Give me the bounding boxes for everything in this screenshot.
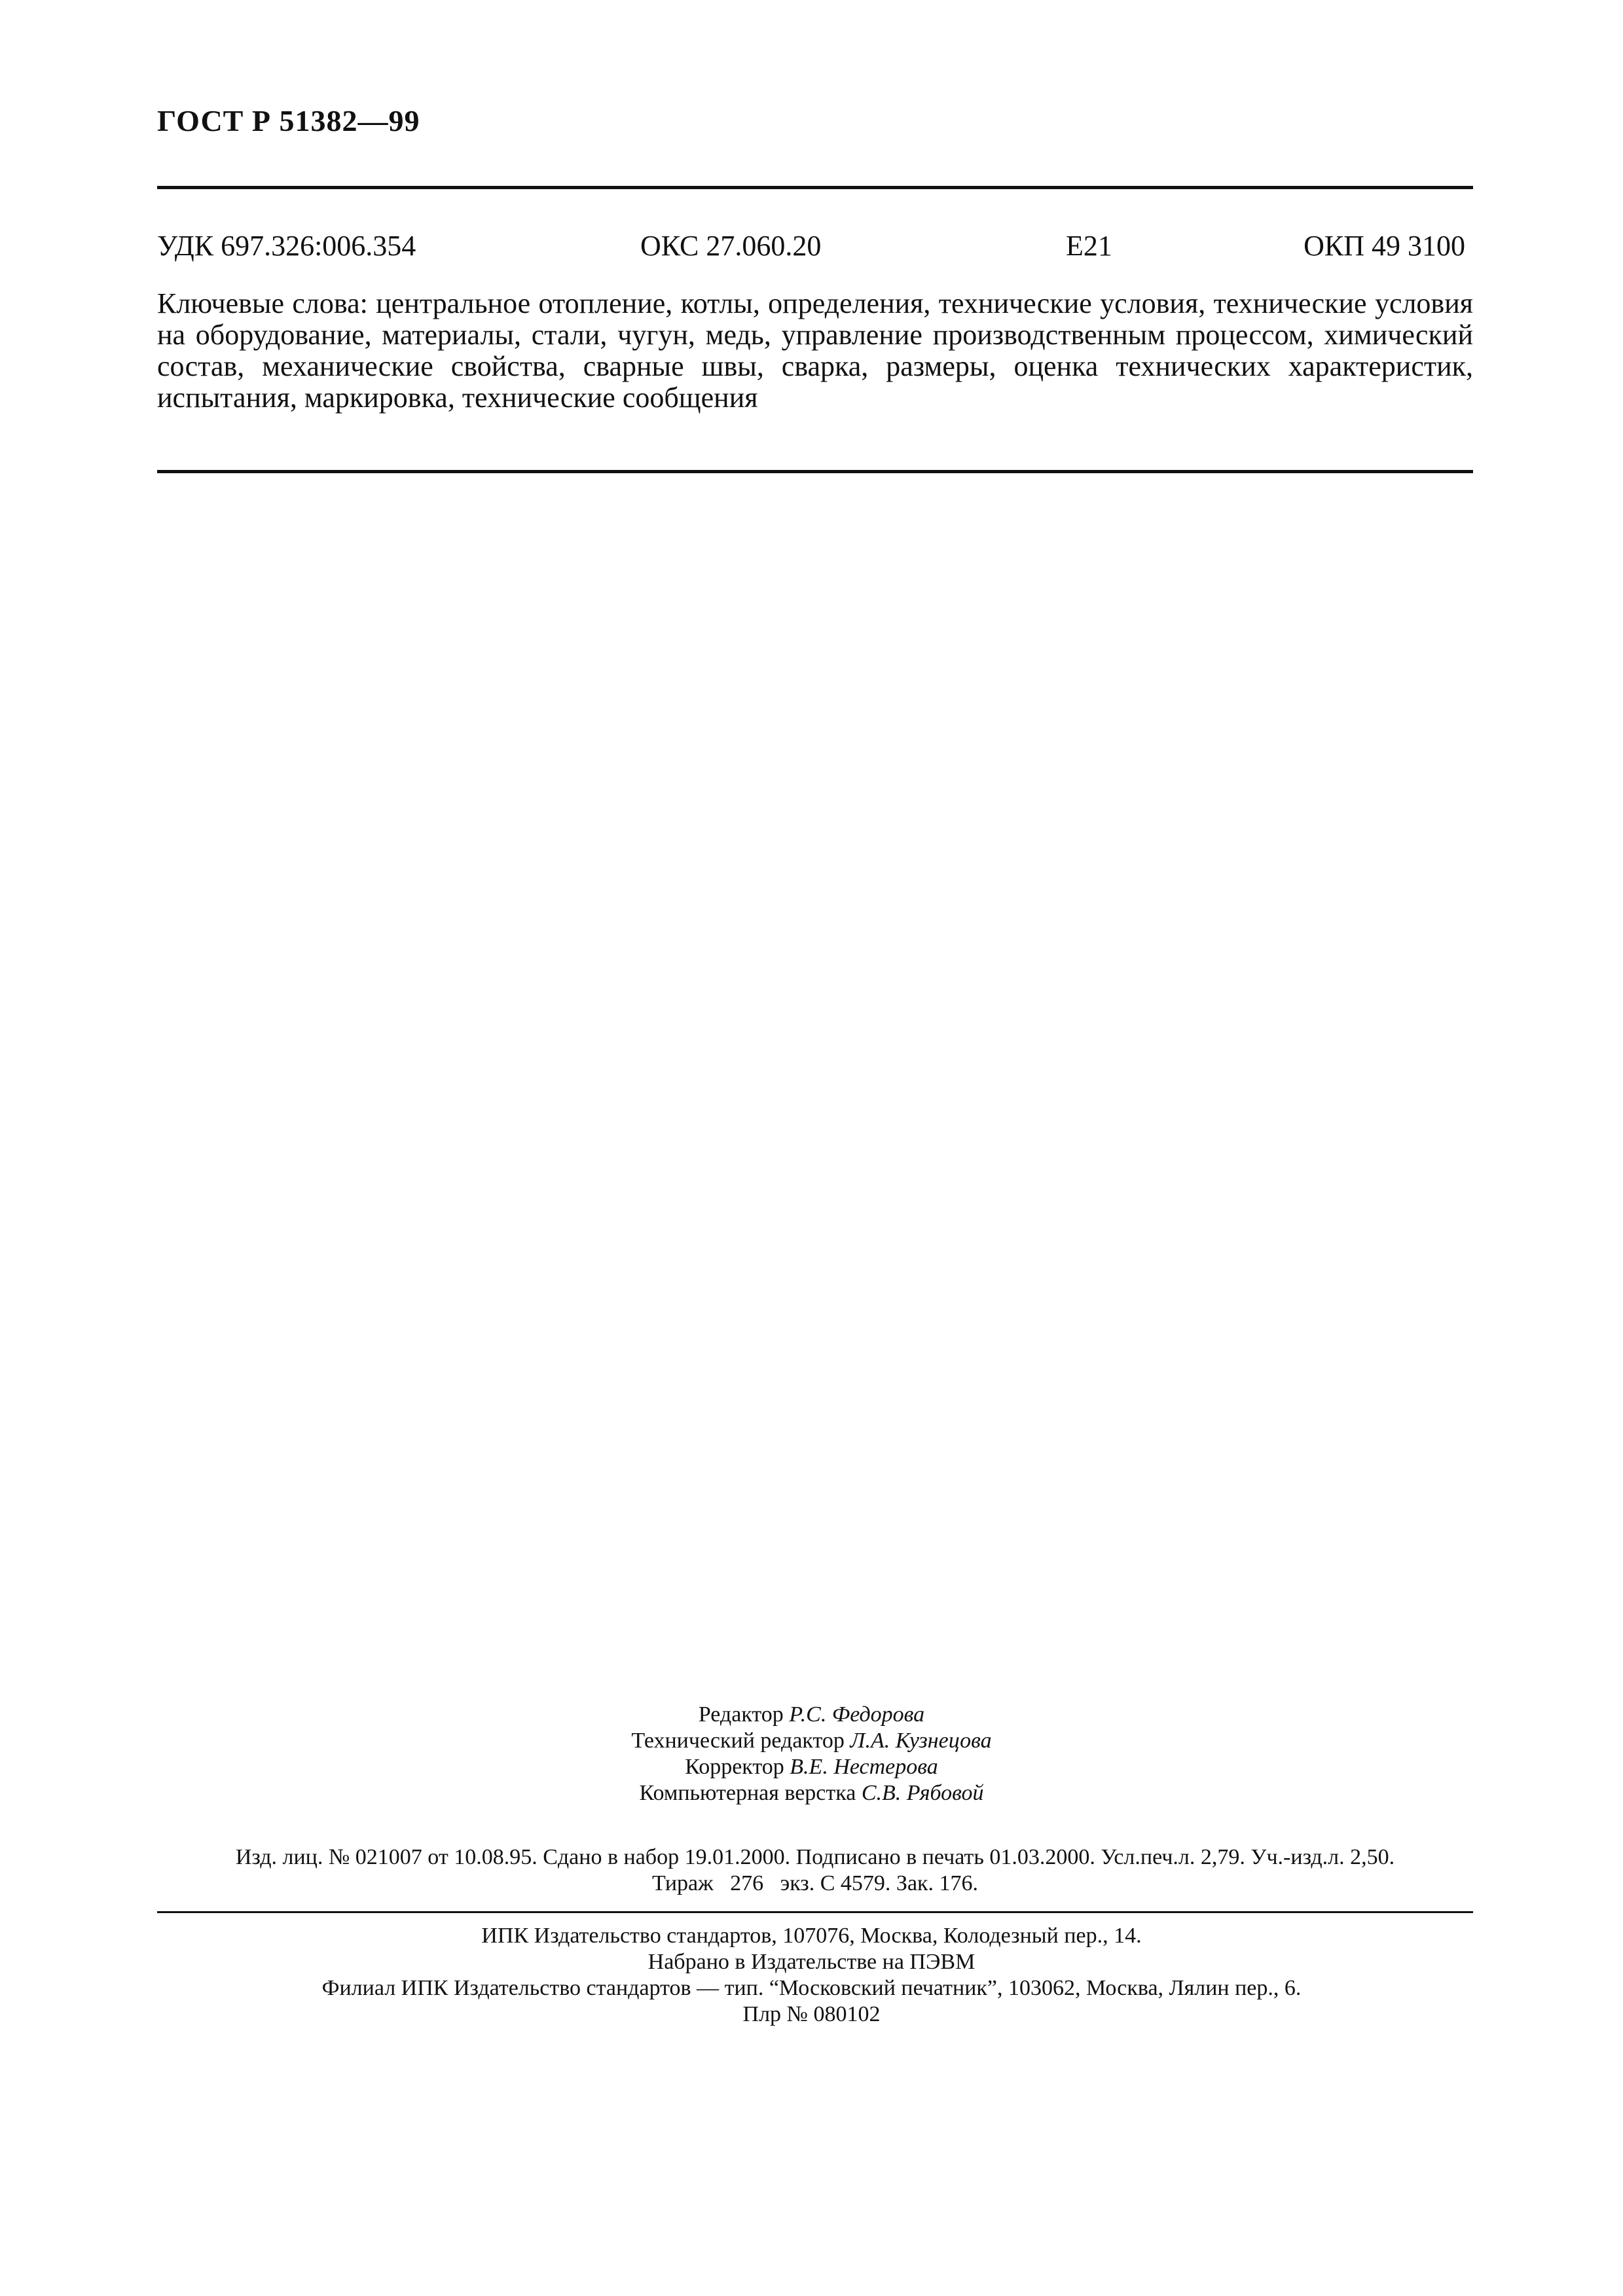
tech-editor-name: Л.А. Кузнецова (850, 1729, 992, 1753)
corrector-label: Корректор (685, 1755, 784, 1779)
tech-editor-line (0, 1728, 1623, 1754)
classification-row (157, 229, 1473, 268)
keywords-bottom-rule (157, 470, 1473, 473)
publisher-line-3: Филиал ИПК Издательство стандартов — тип. “Московский печатник”, 103062, Москва, Лялин пер., 6. (321, 1976, 1302, 2000)
oks-code: ОКС 27.060.20 (640, 230, 822, 262)
publisher-line-2: Набрано в Издательстве на ПЭВМ (647, 1950, 976, 1974)
credits-block (0, 1702, 1623, 1806)
editor-name: Р.С. Федорова (789, 1702, 925, 1727)
standard-code: ГОСТ Р 51382—99 (157, 104, 420, 137)
tech-editor-label: Технический редактор (631, 1729, 845, 1753)
keywords-paragraph: Ключевые слова: центральное отопление, котлы, определения, технические условия, технические условия на оборудование, материалы, стали, чугун, медь, управление производственным процессом, химический состав, механические свойства, сварные швы, сварка, размеры, оценка технических характеристик, испытания, маркировка, технические сообщения (157, 287, 1473, 414)
editor-line (0, 1702, 1623, 1728)
imprint-block (157, 1844, 1473, 1897)
editor-label: Редактор (698, 1702, 784, 1727)
top-rule (157, 186, 1473, 189)
corrector-line (0, 1754, 1623, 1780)
imprint-bottom-rule (157, 1911, 1473, 1913)
layout-label: Компьютерная верстка (639, 1781, 856, 1805)
layout-line (0, 1780, 1623, 1806)
e-code: Е21 (1066, 230, 1112, 262)
publisher-line-4: Плр № 080102 (742, 2002, 881, 2026)
udk-code: УДК 697.326:006.354 (157, 230, 416, 262)
okp-code: ОКП 49 3100 (1304, 230, 1465, 262)
imprint-line-1: Изд. лиц. № 021007 от 10.08.95. Сдано в набор 19.01.2000. Подписано в печать 01.03.2000. Усл.печ.л. 2,79. Уч.-изд.л. 2,50. (235, 1845, 1395, 1869)
publisher-line-1: ИПК Издательство стандартов, 107076, Москва, Колодезный пер., 14. (481, 1924, 1142, 1948)
layout-name: С.В. Рябовой (861, 1781, 984, 1805)
publisher-block (0, 1923, 1623, 2028)
imprint-line-2: Тираж 276 экз. С 4579. Зак. 176. (651, 1871, 979, 1895)
corrector-name: В.Е. Нестерова (790, 1755, 938, 1779)
